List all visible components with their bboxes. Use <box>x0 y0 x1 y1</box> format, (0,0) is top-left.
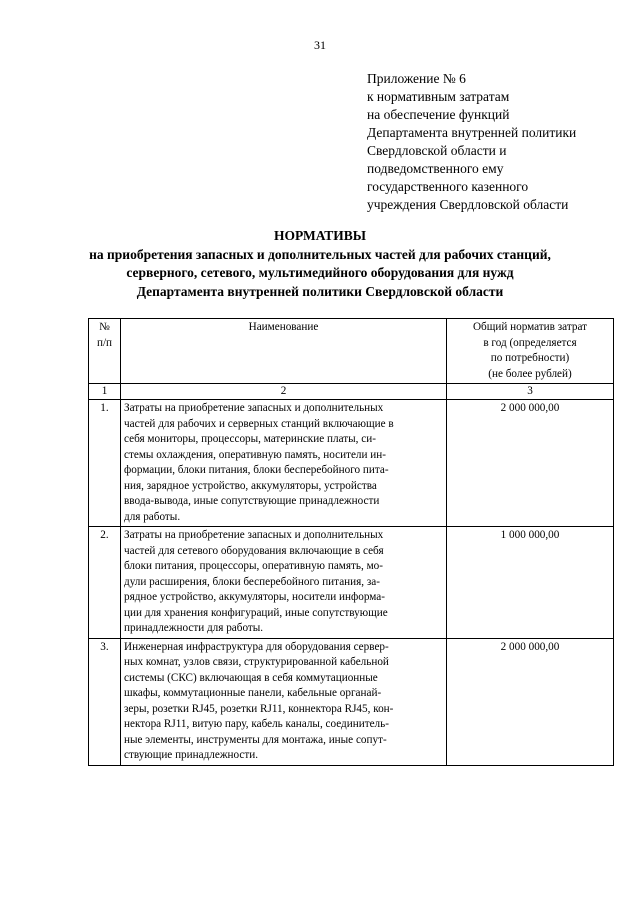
description-line: блоки питания, процессоры, оперативную память, мо- <box>124 560 383 572</box>
description-line: ствующие принадлежности. <box>124 749 259 761</box>
column-index-row <box>89 384 614 400</box>
appendix-line: Свердловской области и <box>367 143 507 158</box>
description-line: зеры, розетки RJ45, розетки RJ11, коннектора RJ45, кон- <box>124 702 394 715</box>
page-number: 31 <box>314 38 326 52</box>
header-number <box>89 319 121 384</box>
description-line: частей для рабочих и серверных станций включающие в <box>124 417 394 430</box>
table-row <box>89 400 614 527</box>
table-row <box>89 638 614 765</box>
description-line: стемы охлаждения, оперативную память, носители ин- <box>124 448 386 461</box>
description-line: ния, зарядное устройство, аккумуляторы, устройства <box>124 479 377 492</box>
table-row <box>89 527 614 639</box>
row-description <box>121 527 447 639</box>
description-line: ные элементы, инструменты для монтажа, иные сопут- <box>124 733 387 746</box>
description-line: дули расширения, блоки бесперебойного питания, за- <box>124 575 380 588</box>
header-amount-line: в год (определяется <box>483 336 577 349</box>
description-line: Инженерная инфраструктура для оборудования сервер- <box>124 640 389 653</box>
table-header-row <box>89 319 614 384</box>
description-line: принадлежности для работы. <box>124 622 264 634</box>
header-amount-line: Общий норматив затрат <box>472 321 588 333</box>
column-index: 2 <box>121 384 447 400</box>
title-subtitle-line: на приобретения запасных и дополнительных частей для рабочих станций, <box>89 246 551 262</box>
title-heading: НОРМАТИВЫ <box>273 228 367 243</box>
description-line: ции для хранения конфигураций, иные сопутствующие <box>124 606 388 619</box>
header-number-line: п/п <box>96 336 113 349</box>
appendix-line: к нормативным затратам <box>367 89 510 104</box>
header-amount-line: (не более рублей) <box>488 367 572 380</box>
row-amount: 2 000 000,00 <box>447 400 614 527</box>
description-line: шкафы, коммутационные панели, кабельные органай- <box>124 687 382 699</box>
description-line: рядное устройство, аккумуляторы, носители информа- <box>124 591 385 603</box>
appendix-line: на обеспечение функций <box>367 107 510 122</box>
appendix-line: учреждения Свердловской области <box>367 197 569 212</box>
norms-table <box>88 318 614 766</box>
description-line: Затраты на приобретение запасных и дополнительных <box>124 402 384 414</box>
title-subtitle-line: Департамента внутренней политики Свердловской области <box>136 283 504 299</box>
description-line: формации, блоки питания, блоки бесперебойного пита- <box>124 464 389 476</box>
description-line: частей для сетевого оборудования включающие в себя <box>124 544 384 557</box>
header-amount-line: по потребности) <box>490 352 570 364</box>
document-title <box>0 227 640 301</box>
description-line: системы (СКС) включающая в себя коммутационные <box>124 671 378 684</box>
description-line: для работы. <box>124 510 181 523</box>
appendix-line: государственного казенного <box>367 179 529 194</box>
description-line: нектора RJ11, витую пару, кабель каналы, соединитель- <box>124 718 389 730</box>
row-number: 3. <box>89 638 121 765</box>
appendix-note <box>367 70 632 214</box>
row-amount: 1 000 000,00 <box>447 527 614 639</box>
header-name: Наименование <box>121 319 447 384</box>
appendix-line: подведомственного ему <box>367 161 504 176</box>
description-line: себя мониторы, процессоры, материнские платы, си- <box>124 433 376 445</box>
description-line: ввода-вывода, иные сопутствующие принадлежности <box>124 495 380 507</box>
appendix-line: Приложение № 6 <box>367 71 466 86</box>
description-line: ных комнат, узлов связи, структурированной кабельной <box>124 656 389 668</box>
row-number: 2. <box>89 527 121 639</box>
header-number-line: № <box>99 321 110 333</box>
column-index: 3 <box>447 384 614 400</box>
row-number: 1. <box>89 400 121 527</box>
row-description <box>121 400 447 527</box>
title-subtitle-line: серверного, сетевого, мультимедийного оборудования для нужд <box>126 265 514 280</box>
column-index: 1 <box>89 384 121 400</box>
row-amount: 2 000 000,00 <box>447 638 614 765</box>
row-description <box>121 638 447 765</box>
header-amount <box>447 319 614 384</box>
appendix-line: Департамента внутренней политики <box>367 125 577 140</box>
description-line: Затраты на приобретение запасных и дополнительных <box>124 529 384 541</box>
